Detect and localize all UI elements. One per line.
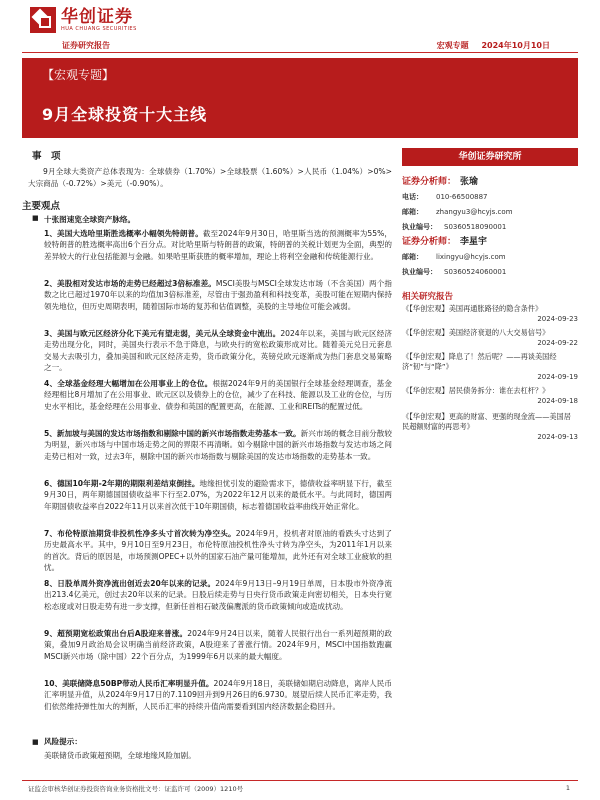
related-report-item[interactable] — [402, 412, 578, 442]
keypoint-item — [44, 528, 392, 574]
related-report-item[interactable] — [402, 328, 578, 348]
keypoint-lead: 8、日股单周外资净流出创近去20年以来的记录。 — [44, 579, 216, 588]
related-report-title: 《【华创宏观】美国再通胀路径的隐含条件》 — [402, 304, 543, 313]
related-report-item[interactable] — [402, 386, 578, 406]
keypoint-body: 2024年9月18日，美联储如期启动降息，离岸人民币汇率明显升值，从2024年9月17日的7.1109回升到9月26日的6.9730。展望后续人民币汇率走势，我们依然维持弹性加大的判断，人民币汇率的持续升值尚需要看到国内经济数据企稳回升。 — [44, 679, 392, 711]
keypoint-body: 2024年以来，美国与欧元区经济走势出现分化，同时，美国央行表示不急于降息，与欧央行的宽松政策形成对比。随着美元兑日元套息交易大去吸引力，叠加美国和欧元区经济走势，货币政策分化，英镑兑欧元逐渐成为热门套息交易策略之一。 — [44, 329, 393, 373]
report-category: 证券研究报告 — [62, 41, 110, 50]
related-report-title: 《【华创宏观】更高的财富、更强的现金流——美国居民超额财富的再思考》 — [402, 412, 571, 431]
keypoint-item — [44, 228, 392, 262]
keypoint-body: 新兴市场的概念目前分散较为明显，新兴市场与中国市场走势之间的界限不再清晰。如今剔除中国的新兴市场指数与发达市场之间走势已相对一致，过去3年，剔除中国的新兴市场指数与剔除美国的发达市场指数的走势基本一致。 — [44, 429, 393, 461]
analyst-card — [402, 234, 578, 277]
analyst-name: 李星宇 — [460, 237, 488, 247]
keypoint-body: 2024年9月，投机者对原油的看跌头寸达到了历史最高水平。其中，9月10日至9月23日，布伦特原油投机性净头寸转为净空头，为2011年1月以来的首次。背后的原因是，市场预测OPEC+以外的国家石油产量可能增加，此外还有对全球工业疲软的担忧。 — [44, 529, 393, 573]
risk-heading: 风险提示： — [44, 737, 82, 746]
related-report-item[interactable] — [402, 304, 578, 324]
analyst-phone: 电话： 010-66500887 — [402, 193, 488, 201]
analyst-role: 证券分析师： 张瑜 — [402, 177, 479, 187]
keypoint-lead: 2、美股相对发达市场的走势已经超过3倍标准差。 — [44, 279, 216, 288]
keypoint-lead: 4、全球基金经理大幅增加在公用事业上的仓位。 — [44, 379, 213, 388]
keypoint-lead: 5、新加坡与美国的发达市场指数和剔除中国的新兴市场指数走势基本一致。 — [44, 429, 301, 438]
matter-heading: 事 项 — [32, 151, 61, 162]
keypoint-item — [44, 328, 392, 374]
page-title: 9月全球投资十大主线 — [42, 105, 208, 124]
keypoint-item — [44, 278, 392, 312]
bullet-icon: ■ — [32, 738, 39, 746]
keypoints-intro: 十张图速览全球资产脉络。 — [44, 215, 136, 224]
related-report-date: 2024-09-18 — [537, 397, 578, 405]
keypoint-item — [44, 578, 392, 612]
page-header — [0, 0, 600, 52]
analyst-name: 张瑜 — [460, 177, 479, 187]
brand-name-cn: 华创证券 — [61, 7, 133, 27]
analyst-email[interactable]: 邮箱： zhangyu3@hcyjs.com — [402, 208, 513, 216]
analyst-email[interactable]: 邮箱： lixingyu@hcyjs.com — [402, 253, 506, 261]
report-meta — [427, 40, 550, 51]
title-banner — [22, 58, 578, 138]
analyst-card — [402, 174, 578, 232]
analyst-role: 证券分析师： 李星宇 — [402, 237, 488, 247]
keypoint-item — [44, 628, 392, 662]
matter-text-block — [28, 166, 392, 189]
keypoint-body: 2024年9月13日–9月19日单周，日本股市外资净流出213.4亿美元，创过去20年以来的记录。日股后续走势与日央行货币政策走向密切相关，日本央行宽松态度或对日股走势有进一步支撑，但新任首相石破茂偏鹰派的货币政策倾向或造成扰动。 — [44, 579, 392, 611]
keypoint-item — [44, 478, 392, 512]
keypoint-item — [44, 428, 392, 462]
page-number: 1 — [565, 784, 570, 792]
keypoint-item — [44, 378, 392, 412]
keypoint-lead: 7、布伦特原油期货非投机性净多头寸首次转为净空头。 — [44, 529, 236, 538]
risk-text: 美联储货币政策超预期，全球地缘风险加剧。 — [44, 751, 196, 760]
keypoint-body: 截至2024年9月30日，哈里斯当选的预测概率为55%，较特朗普的胜选概率高出6个百分点。对比哈里斯与特朗普的政策，特朗普的关税计划更为全面，典型的差异较大的行业包括能源与金融。如果哈里斯获胜的概率增加，理论上将利空金融和传统能源行业。 — [44, 229, 392, 261]
analyst-cert: 执业编号： S0360524060001 — [402, 268, 507, 276]
bullet-icon: ■ — [32, 214, 39, 222]
keypoint-body: 地缘担忧引发的避险需求下，德债收益率明显下行，截至9月30日，两年期德国国债收益率下行至2.07%，为2022年12月以来的最低水平。与此同时，德国两年期国债收益率自2022年11月以来首次低于10年期国债，标志着德国收益率曲线开始正常化。 — [44, 479, 392, 511]
matter-text: 9月全球大类资产总体表现为：全球债券（1.70%）>全球股票（1.60%）>人民币（1.04%）>0%>大宗商品（-0.72%）>美元（-0.90%）。 — [28, 167, 392, 188]
keypoint-lead: 6、德国10年期-2年期的期限利差结束倒挂。 — [44, 479, 200, 488]
related-reports-heading: 相关研究报告 — [402, 292, 454, 302]
footer-divider — [22, 780, 578, 781]
keypoint-item — [44, 678, 392, 712]
report-date: 2024年10月10日 — [481, 41, 550, 50]
sidebar — [402, 148, 578, 166]
brand-mark-icon — [30, 7, 56, 33]
keypoint-body: 根据2024年9月的美国银行全球基金经理调查，基金经理相比8月增加了在公用事业、欧元区以及债券上的仓位，减少了在科技、能源以及工业的仓位，与历史水平相比，基金经理在公用事业、债券和英国的配置更高，在能源、工业和REITs的配置过低。 — [44, 379, 393, 411]
header-divider — [22, 52, 578, 53]
research-team-title: 华创证券研究所 — [402, 148, 578, 166]
keypoint-lead: 10、美联储降息50BP带动人民币汇率明显升值。 — [44, 679, 214, 688]
related-report-date: 2024-09-13 — [537, 433, 578, 441]
keypoint-body: MSCI美股与MSCI全球发达市场（不含美国）两个指数之比已超过1970年以来的均值加3倍标准差，尽管由于强劲盈利和科技变革，美股可能在短期内保持领先地位，但历史周期表明，随着国际市场的复苏和估值调整，美股的主导地位可能会减弱。 — [44, 279, 392, 311]
related-report-title: 《【华创宏观】降息了！然后呢？——再谈美国经济“韧”与“降”》 — [402, 352, 557, 371]
related-report-item[interactable] — [402, 352, 578, 382]
analyst-cert: 执业编号： S0360518090001 — [402, 223, 507, 231]
keypoint-lead: 3、美国与欧元区经济分化下美元有望走弱，美元从全球资金中流出。 — [44, 329, 281, 338]
keypoints-heading: 主要观点 — [22, 201, 61, 212]
brand-name-en: HUA CHUANG SECURITIES — [61, 26, 137, 32]
related-report-title: 《【华创宏观】居民债务拆分：谁在去杠杆？》 — [402, 386, 550, 395]
banner-tag: 【宏观专题】 — [42, 68, 115, 82]
related-report-title: 《【华创宏观】美国经济衰退的八大交易信号》 — [402, 328, 550, 337]
keypoint-lead: 9、超预期宽松政策出台后A股迎来普涨。 — [44, 629, 188, 638]
footer-disclaimer: 证监会审核华创证券投资咨询业务资格批文号：证监许可（2009）1210号 — [28, 785, 244, 793]
related-report-date: 2024-09-23 — [537, 315, 578, 323]
related-report-date: 2024-09-22 — [537, 339, 578, 347]
related-report-date: 2024-09-19 — [537, 373, 578, 381]
keypoint-lead: 1、美国大选哈里斯胜选概率小幅领先特朗普。 — [44, 229, 203, 238]
brand-logo — [30, 7, 137, 33]
report-kind: 宏观专题 — [436, 41, 469, 50]
keypoint-body: 2024年9月24日以来，随着人民银行出台一系列超预期的政策，叠加9月政治局会议明确当前经济政策，A股迎来了普涨行情。2024年9月，MSCI中国指数跑赢MSCI新兴市场（除中国）22个百分点，为1999年6月以来的最大幅度。 — [44, 629, 392, 661]
